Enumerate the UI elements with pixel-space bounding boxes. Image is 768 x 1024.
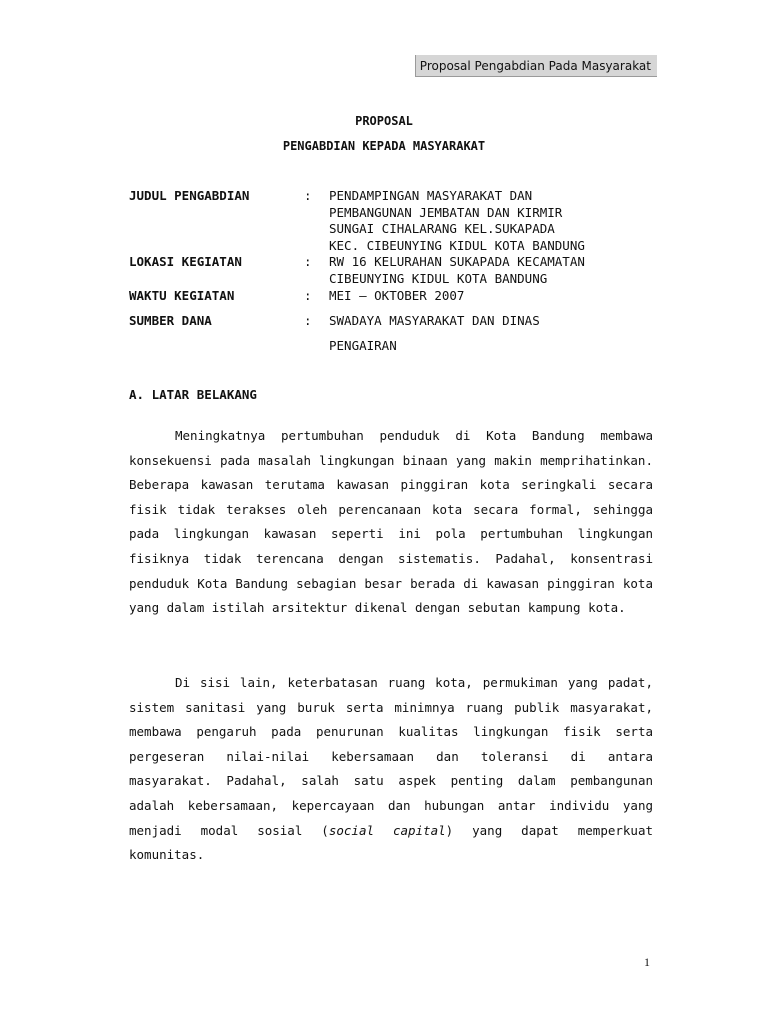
meta-value-sumber-line2: PENGAIRAN (329, 338, 397, 353)
meta-colon-sumber: : (304, 313, 312, 328)
paragraph-2-text: Di sisi lain, keterbatasan ruang kota, permukiman yang padat, sistem sanitasi yang buruk serta minimnya ruang publik masyarakat, membawa pengaruh pada penurunan kualitas lingkungan fisik serta pergeseran nilai-nilai kebersamaan dan toleransi di antara masyarakat. Padahal, salah satu aspek penting dalam pembangunan adalah kebersamaan, kepercayaan dan hubungan antar individu yang menjadi modal sosial ( (129, 675, 653, 838)
meta-colon-lokasi: : (304, 254, 312, 269)
body-paragraph-1: Meningkatnya pertumbuhan penduduk di Kota Bandung membawa konsekuensi pada masalah lingkungan binaan yang makin memprihatinkan. Beberapa kawasan terutama kawasan pinggiran kota seringkali secara fisik tidak terakses oleh perencanaan kota secara formal, sehingga pada lingkungan kawasan seperti ini pola pertumbuhan lingkungan fisiknya tidak terencana dengan sistematis. Padahal, konsentrasi penduduk Kota Bandung sebagian besar berada di kawasan pinggiran kota yang dalam istilah arsitektur dikenal dengan sebutan kampung kota. (129, 428, 653, 616)
meta-label-waktu: WAKTU KEGIATAN (129, 288, 235, 303)
meta-colon-judul: : (304, 188, 312, 203)
body-paragraph-2 (129, 671, 653, 868)
page-number: 1 (644, 955, 650, 969)
meta-label-judul: JUDUL PENGABDIAN (129, 188, 250, 203)
meta-label-sumber: SUMBER DANA (129, 313, 212, 328)
meta-colon-waktu: : (304, 288, 312, 303)
meta-value-judul: PENDAMPINGAN MASYARAKAT DAN PEMBANGUNAN JEMBATAN DAN KIRMIR SUNGAI CIHALARANG KEL.SUKAPADA KEC. CIBEUNYING KIDUL KOTA BANDUNG (329, 188, 585, 253)
meta-value-waktu: MEI – OKTOBER 2007 (329, 288, 465, 303)
meta-label-lokasi: LOKASI KEGIATAN (129, 254, 242, 269)
running-header: Proposal Pengabdian Pada Masyarakat (415, 55, 657, 77)
document-title: PROPOSAL (355, 114, 413, 128)
meta-value-lokasi: RW 16 KELURAHAN SUKAPADA KECAMATAN CIBEUNYING KIDUL KOTA BANDUNG (329, 254, 585, 286)
document-subtitle: PENGABDIAN KEPADA MASYARAKAT (282, 139, 486, 153)
meta-value-sumber-line1: SWADAYA MASYARAKAT DAN DINAS (329, 313, 540, 328)
paragraph-2-ending: ) yang dapat memperkuat komunitas. (129, 822, 654, 863)
section-heading: A. LATAR BELAKANG (129, 387, 257, 402)
paragraph-2-italic-term: social capital (328, 822, 446, 838)
